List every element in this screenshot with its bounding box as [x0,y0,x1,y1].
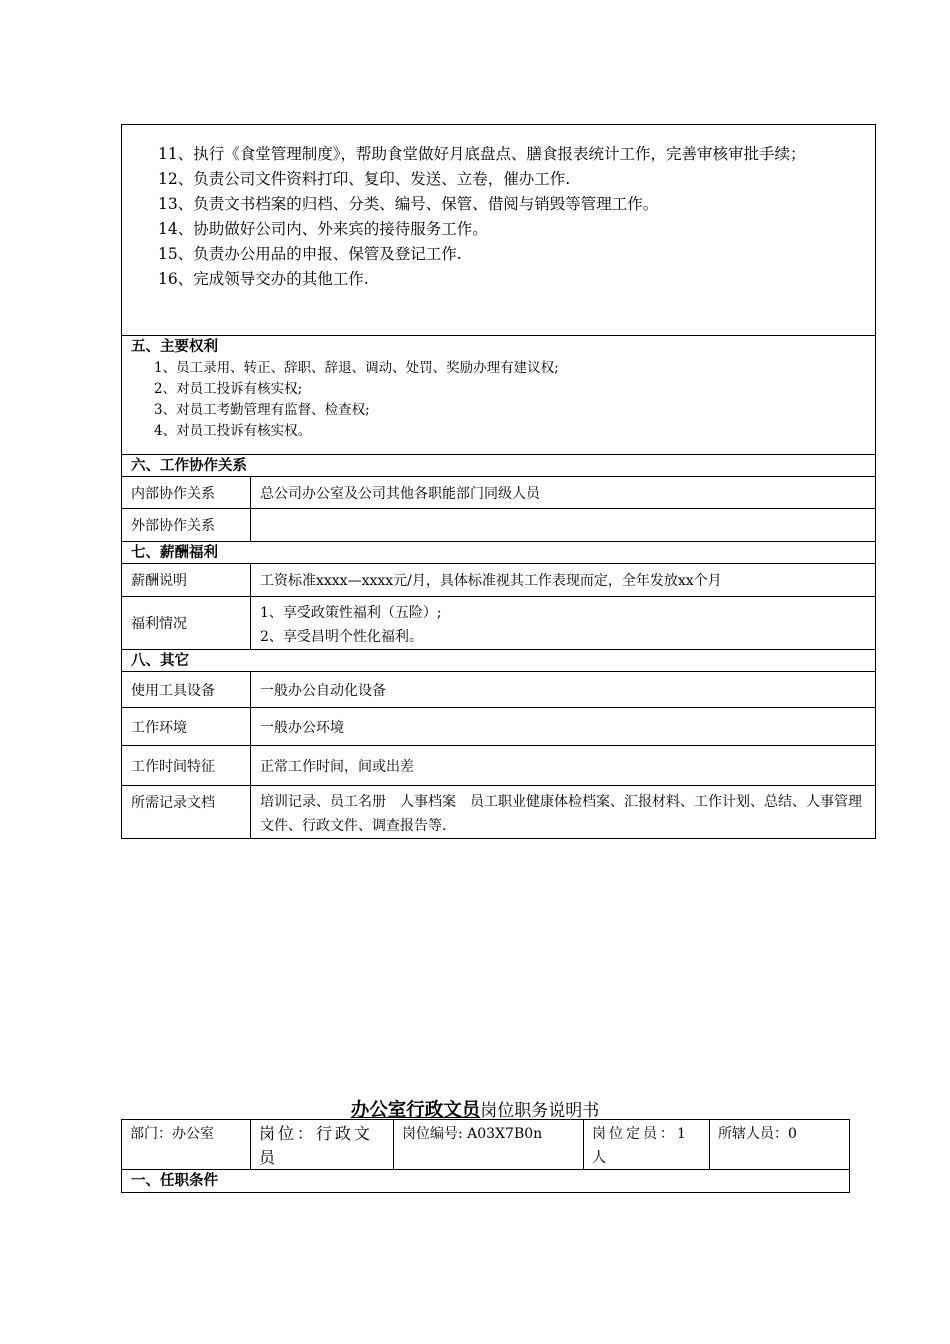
records-label: 所需记录文档 [122,786,251,838]
tools-label: 使用工具设备 [122,672,251,707]
duty-item: 11、执行《食堂管理制度》，帮助食堂做好月底盘点、膳食报表统计工作，完善审核审批手续； [158,145,806,163]
table-row [122,746,875,786]
external-cooperation-value [251,509,875,541]
document-title-position: 办公室行政文员 [350,1100,481,1121]
department-cell: 部门：办公室 [122,1120,251,1169]
external-cooperation-label: 外部协作关系 [122,509,251,541]
records-value: 培训记录、员工名册 人事档案 员工职业健康体检档案、汇报材料、工作计划、总结、人事管理文件、行政文件、调查报告等. [260,794,862,834]
work-time-label: 工作时间特征 [122,746,251,785]
quota-cell: 岗位定员：1人 [584,1120,710,1169]
rights-item: 1、员工录用、转正、辞职、辞退、调动、处罚、奖励办理有建议权; [154,360,559,376]
section-heading-other: 八、其它 [122,650,875,672]
internal-cooperation-label: 内部协作关系 [122,477,251,508]
salary-label: 薪酬说明 [122,564,251,596]
environment-label: 工作环境 [122,708,251,745]
duty-item: 12、负责公司文件资料打印、复印、发送、立卷，催办工作. [158,170,571,188]
rights-list [122,358,875,455]
rights-item: 4、对员工投诉有核实权。 [154,423,312,439]
subordinates-cell: 所辖人员：0 [718,1126,797,1142]
duties-block [122,125,875,336]
internal-cooperation-value: 总公司办公室及公司其他各职能部门同级人员 [260,485,540,502]
section-heading-qualifications: 一、任职条件 [131,1173,218,1189]
rights-item: 3、对员工考勤管理有监督、检查权; [154,402,370,418]
welfare-item: 2、享受昌明个性化福利。 [260,629,423,645]
table-row [122,564,875,597]
tools-value: 一般办公自动化设备 [260,682,386,699]
duty-item: 16、完成领导交办的其他工作. [158,270,369,288]
duty-item: 13、负责文书档案的归档、分类、编号、保管、借阅与销毁等管理工作。 [158,195,659,213]
table-row [122,509,875,542]
second-job-table [121,1119,850,1193]
post-number-cell: 岗位编号: A03X7B0n [394,1120,584,1169]
section-heading-rights: 五、主要权利 [131,339,218,355]
welfare-item: 1、享受政策性福利（五险）; [260,605,442,621]
table-row [122,597,875,650]
duty-item: 15、负责办公用品的申报、保管及登记工作. [158,245,462,263]
section-heading-cooperation: 六、工作协作关系 [122,455,875,477]
table-row [122,708,875,746]
table-row [122,477,875,509]
document-title-suffix: 岗位职务说明书 [480,1101,600,1121]
environment-value: 一般办公环境 [260,719,344,736]
job-description-table [121,124,876,839]
post-cell: 岗位：行政文员 [251,1120,394,1169]
rights-item: 2、对员工投诉有核实权; [154,381,303,397]
welfare-label: 福利情况 [122,597,251,649]
header-row [122,1120,849,1170]
table-row [122,672,875,708]
duty-item: 14、协助做好公司内、外来宾的接待服务工作。 [158,220,488,238]
salary-value: 工资标准xxxx—xxxx元/月，具体标准视其工作表现而定，全年发放xx个月 [260,573,722,589]
table-row [122,786,875,838]
section-heading-salary: 七、薪酬福利 [122,542,875,564]
work-time-value: 正常工作时间，间或出差 [260,758,414,775]
welfare-value [251,597,875,649]
